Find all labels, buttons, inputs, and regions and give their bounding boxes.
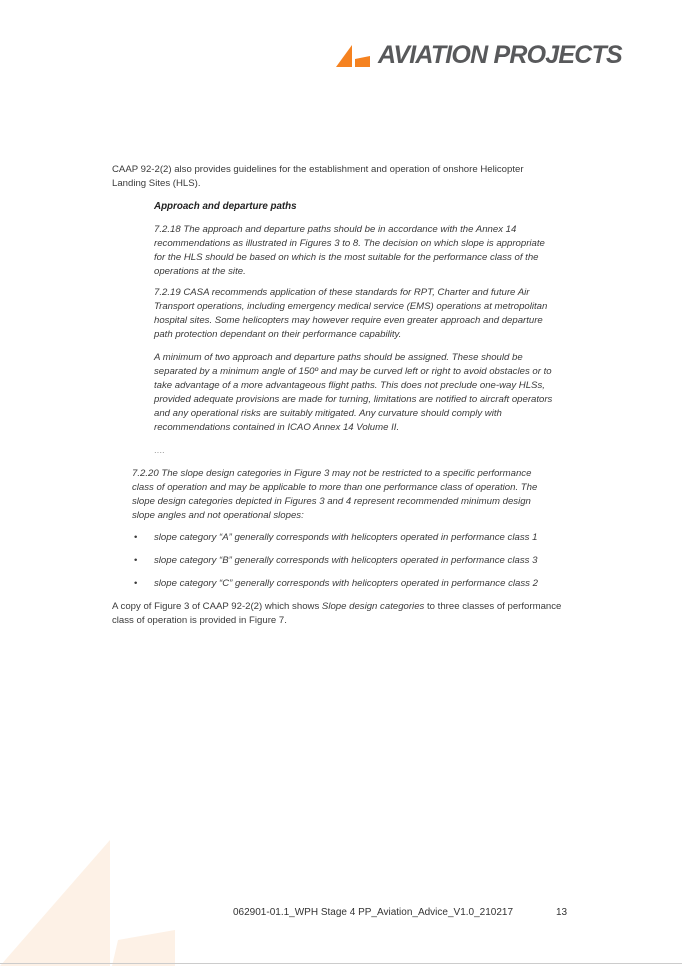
text-line: for the HLS should be based on which is the most suitable for the performance class of the — [154, 252, 539, 263]
logo-text: AVIATION PROJECTS — [378, 40, 622, 69]
watermark-logo — [0, 830, 220, 966]
text-line: path protection dependant on their performance capability. — [154, 329, 402, 340]
text-line: take advantage of a more advantageous flight paths. This does not preclude one-way HLSs, — [154, 380, 545, 391]
list-item — [134, 554, 538, 568]
ellipsis: .... — [154, 445, 165, 456]
figure-title-italic: Slope design categories — [321, 601, 425, 612]
bullet-text: slope category “B” generally corresponds with helicopters operated in performance class 3 — [154, 555, 538, 566]
text-line: 7.2.18 The approach and departure paths should be in accordance with the Annex 14 — [154, 224, 517, 235]
text-run: A copy of Figure 3 of CAAP 92-2(2) which shows — [112, 601, 322, 612]
text-line: slope angles and not operational slopes: — [132, 510, 304, 521]
text-line: operations at the site. — [154, 266, 246, 277]
text-line: class of operation is provided in Figure 7. — [112, 615, 287, 626]
paragraph-7-2-19 — [154, 286, 547, 342]
bullet-icon: • — [134, 555, 138, 566]
text-line: Transport operations, including emergency medical service (EMS) operations at metropolitan — [154, 301, 548, 312]
logo-mark-icon — [336, 43, 372, 67]
footer-doc-ref: 062901-01.1_WPH Stage 4 PP_Aviation_Advice_V1.0_210217 — [233, 907, 514, 918]
bullet-icon: • — [134, 578, 138, 589]
text-run: to three classes of performance — [424, 601, 562, 612]
text-line: class of operation and may be applicable to more than one performance class of operation. The — [132, 482, 538, 493]
page-edge-divider — [0, 963, 682, 964]
bullet-list — [134, 531, 538, 591]
paragraph-approach-paths — [154, 351, 552, 435]
text-line: 7.2.20 The slope design categories in Figure 3 may not be restricted to a specific performance — [132, 468, 532, 479]
quote-heading: Approach and departure paths — [154, 201, 297, 212]
list-item — [134, 577, 538, 591]
text-line: recommendations contained in ICAO Annex 14 Volume II. — [154, 422, 400, 433]
text-line: separated by a minimum angle of 150º and may be curved left or right to avoid obstacles or to — [154, 366, 552, 377]
bullet-text: slope category “C” generally corresponds with helicopters operated in performance class 2 — [154, 578, 538, 589]
paragraph-7-2-18 — [154, 223, 545, 279]
text-line: 7.2.19 CASA recommends application of these standards for RPT, Charter and future Air — [154, 287, 530, 298]
text-line: A minimum of two approach and departure paths should be assigned. These should be — [154, 352, 523, 363]
text-line: and any operational risks are suitably mitigated. Any curvature should comply with — [154, 408, 502, 419]
list-item — [134, 531, 538, 545]
text-line: Landing Sites (HLS). — [112, 178, 201, 189]
text-line — [112, 600, 561, 614]
text-line: CAAP 92-2(2) also provides guidelines for the establishment and operation of onshore Helicopter — [112, 164, 524, 175]
text-line: provided adequate provisions are made for turning, limitations are notified to aircraft operators — [154, 394, 553, 405]
intro-paragraph — [112, 163, 524, 191]
paragraph-7-2-20 — [132, 467, 537, 523]
company-logo — [336, 40, 622, 70]
bullet-text: slope category “A” generally corresponds with helicopters operated in performance class 1 — [154, 532, 538, 543]
bullet-icon: • — [134, 532, 138, 543]
text-line: recommendations as illustrated in Figures 3 to 8. The decision on which slope is appropriate — [154, 238, 545, 249]
text-line: slope design categories depicted in Figures 3 and 4 represent recommended minimum design — [132, 496, 531, 507]
closing-paragraph — [112, 600, 561, 628]
text-line: hospital sites. Some helicopters may however require even greater approach and departure — [154, 315, 543, 326]
page-number: 13 — [556, 907, 568, 918]
